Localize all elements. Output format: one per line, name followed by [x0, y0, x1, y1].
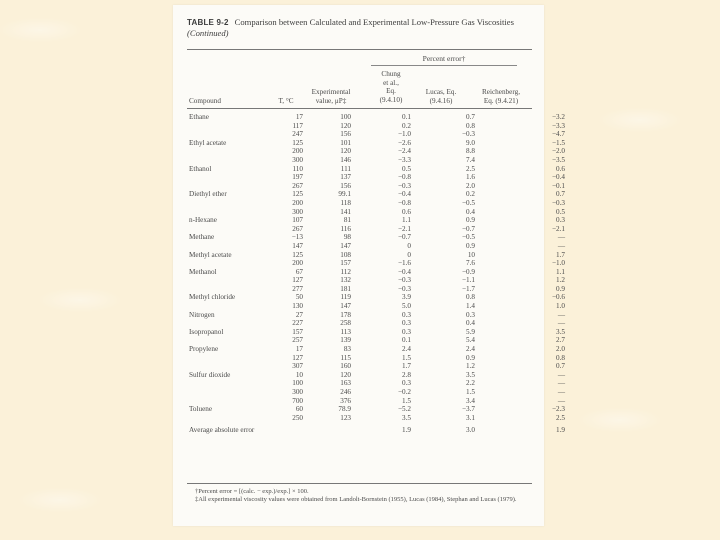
- average-row: [187, 426, 583, 435]
- cell-temperature: 27: [295, 310, 303, 319]
- cell-reichenberg: −2.3: [551, 405, 565, 414]
- cell-lucas: 1.2: [466, 362, 475, 371]
- table-row: [187, 208, 583, 217]
- cell-temperature: 107: [292, 216, 303, 225]
- cell-compound: Methane: [189, 233, 215, 242]
- header-reichenberg-line2: Eq. (9.4.21): [483, 96, 519, 105]
- cell-chung: −1.6: [397, 259, 411, 268]
- cell-lucas: 1.4: [466, 302, 475, 311]
- table-row: [187, 285, 583, 294]
- cell-temperature: 50: [295, 293, 303, 302]
- cell-reichenberg: 1.0: [556, 302, 565, 311]
- cell-experimental: 157: [340, 259, 351, 268]
- cell-experimental: 83: [343, 345, 351, 354]
- cell-experimental: 147: [340, 302, 351, 311]
- cell-reichenberg: —: [557, 319, 565, 328]
- cell-reichenberg: −1.5: [551, 138, 565, 147]
- table-row: [187, 199, 583, 208]
- cell-experimental: 120: [340, 121, 351, 130]
- cell-chung: 1.1: [402, 216, 411, 225]
- cell-reichenberg: −2.0: [551, 147, 565, 156]
- cell-temperature: 257: [292, 336, 303, 345]
- cell-compound: [187, 336, 273, 345]
- cell-reichenberg: 1.7: [556, 250, 565, 259]
- cell-temperature: 60: [295, 405, 303, 414]
- cell-lucas: 0.9: [466, 216, 475, 225]
- cell-compound: Sulfur dioxide: [189, 370, 231, 379]
- cell-temperature: 125: [292, 250, 303, 259]
- cell-reichenberg: 2.5: [556, 413, 565, 422]
- cell-temperature: 267: [292, 181, 303, 190]
- viscosity-table: [187, 113, 583, 435]
- cell-compound: [187, 354, 273, 363]
- table-row: [187, 405, 583, 414]
- cell-lucas: −0.5: [461, 233, 475, 242]
- cell-temperature: −13: [291, 233, 303, 242]
- percent-error-header: Percent error†: [422, 54, 466, 63]
- average-label: Average absolute error: [189, 426, 255, 435]
- cell-reichenberg: —: [557, 233, 565, 242]
- table-row: [187, 156, 583, 165]
- cell-experimental: 120: [340, 370, 351, 379]
- cell-lucas: 8.8: [466, 147, 475, 156]
- table-row: [187, 345, 583, 354]
- cell-chung: −0.4: [397, 190, 411, 199]
- cell-compound: Toluene: [189, 405, 213, 414]
- cell-reichenberg: −3.2: [551, 113, 565, 121]
- cell-lucas: 2.5: [466, 164, 475, 173]
- cell-chung: 3.5: [402, 413, 411, 422]
- cell-lucas: 0.3: [466, 310, 475, 319]
- cell-experimental: 141: [340, 207, 351, 216]
- cell-lucas: 7.4: [466, 155, 475, 164]
- cell-compound: [187, 276, 273, 285]
- cell-lucas: 0.9: [466, 241, 475, 250]
- cell-chung: −0.4: [397, 267, 411, 276]
- header-lucas: [413, 88, 469, 105]
- cell-compound: [187, 225, 273, 234]
- header-chung-line4: (9.4.10): [379, 95, 403, 104]
- cell-chung: 2.4: [402, 345, 411, 354]
- cell-experimental: 111: [340, 164, 351, 173]
- cell-chung: 0.5: [402, 164, 411, 173]
- cell-chung: 0: [407, 250, 411, 259]
- cell-temperature: 197: [292, 173, 303, 182]
- cell-chung: 3.9: [402, 293, 411, 302]
- cell-reichenberg: 0.8: [556, 353, 565, 362]
- cell-temperature: 267: [292, 224, 303, 233]
- cell-chung: −5.2: [397, 405, 411, 414]
- table-row: [187, 354, 583, 363]
- cell-temperature: 17: [295, 113, 303, 121]
- cell-reichenberg: 1.1: [556, 267, 565, 276]
- cell-reichenberg: —: [557, 241, 565, 250]
- header-reichenberg-line1: Reichenberg,: [482, 88, 520, 96]
- cell-reichenberg: —: [557, 370, 565, 379]
- cell-temperature: 10: [295, 370, 303, 379]
- cell-experimental: 132: [340, 276, 351, 285]
- cell-experimental: 108: [340, 250, 351, 259]
- cell-lucas: 7.6: [466, 259, 475, 268]
- cell-compound: [187, 414, 273, 423]
- cell-compound: [187, 242, 273, 251]
- table-row: [187, 122, 583, 131]
- cell-chung: −2.1: [397, 224, 411, 233]
- cell-chung: 0.1: [402, 113, 411, 121]
- cell-chung: 0.2: [402, 121, 411, 130]
- cell-temperature: 117: [292, 121, 303, 130]
- cell-compound: [187, 362, 273, 371]
- cell-reichenberg: 0.5: [556, 207, 565, 216]
- table-row: [187, 147, 583, 156]
- cell-chung: −3.3: [397, 155, 411, 164]
- table-title: [187, 17, 527, 39]
- cell-compound: Ethanol: [189, 164, 212, 173]
- cell-compound: Methyl chloride: [189, 293, 236, 302]
- cell-reichenberg: −3.3: [551, 121, 565, 130]
- header-experimental-line1: Experimental: [311, 88, 351, 96]
- percent-error-rule: [371, 65, 517, 66]
- cell-lucas: 10: [467, 250, 475, 259]
- table-row: [187, 319, 583, 328]
- footnote-percent-error: †Percent error = [(calc. − exp.)/exp.] × 100.: [195, 488, 309, 495]
- cell-compound: Isopropanol: [189, 327, 224, 336]
- cell-chung: −0.3: [397, 276, 411, 285]
- cell-reichenberg: 3.5: [556, 327, 565, 336]
- cell-lucas: −0.3: [461, 130, 475, 139]
- cell-lucas: 1.5: [466, 388, 475, 396]
- table-row: [187, 336, 583, 345]
- cell-experimental: 147: [340, 241, 351, 250]
- cell-chung: 1.5: [402, 353, 411, 362]
- cell-temperature: 277: [292, 284, 303, 293]
- cell-temperature: 67: [295, 267, 303, 276]
- cell-lucas: 2.2: [466, 379, 475, 388]
- textbook-page: [173, 5, 565, 526]
- cell-experimental: 119: [340, 293, 351, 302]
- cell-temperature: 300: [292, 155, 303, 164]
- cell-lucas: −1.1: [461, 276, 475, 285]
- cell-temperature: 700: [292, 396, 303, 405]
- cell-lucas: 0.8: [466, 293, 475, 302]
- cell-temperature: 110: [292, 164, 303, 173]
- table-row: [187, 371, 583, 380]
- cell-compound: [187, 182, 273, 191]
- cell-experimental: 99.1: [338, 190, 351, 199]
- average-reichenberg: 1.9: [556, 426, 565, 435]
- cell-compound: [187, 379, 273, 388]
- cell-chung: 1.5: [402, 396, 411, 405]
- cell-chung: 1.7: [402, 362, 411, 371]
- header-rule: [187, 108, 532, 109]
- cell-compound: Methanol: [189, 267, 217, 276]
- cell-experimental: 123: [340, 413, 351, 422]
- cell-lucas: −0.5: [461, 198, 475, 207]
- cell-chung: 2.8: [402, 370, 411, 379]
- header-experimental: [301, 88, 361, 105]
- cell-chung: −0.8: [397, 198, 411, 207]
- cell-reichenberg: −0.1: [551, 181, 565, 190]
- cell-lucas: 9.0: [466, 138, 475, 147]
- cell-reichenberg: −0.4: [551, 173, 565, 182]
- cell-experimental: 160: [340, 362, 351, 371]
- header-chung-line2: et al.,: [383, 78, 399, 87]
- cell-chung: −0.3: [397, 284, 411, 293]
- cell-temperature: 200: [292, 147, 303, 156]
- cell-lucas: −0.9: [461, 267, 475, 276]
- table-row: [187, 397, 583, 406]
- cell-temperature: 227: [292, 319, 303, 328]
- cell-compound: [187, 130, 273, 139]
- average-chung: 1.9: [402, 426, 411, 435]
- cell-reichenberg: 0.7: [556, 362, 565, 371]
- cell-experimental: 163: [340, 379, 351, 388]
- table-row: [187, 233, 583, 242]
- cell-lucas: 0.4: [466, 319, 475, 328]
- cell-lucas: 3.4: [466, 396, 475, 405]
- cell-experimental: 376: [340, 396, 351, 405]
- header-lucas-line1: Lucas, Eq.: [425, 88, 457, 96]
- bottom-rule: [187, 483, 532, 484]
- cell-compound: Nitrogen: [189, 310, 215, 319]
- cell-reichenberg: 1.2: [556, 276, 565, 285]
- cell-chung: 0.3: [402, 327, 411, 336]
- table-row: [187, 268, 583, 277]
- cell-reichenberg: −1.0: [551, 259, 565, 268]
- cell-chung: −2.4: [397, 147, 411, 156]
- cell-compound: [187, 199, 273, 208]
- table-row: [187, 139, 583, 148]
- cell-reichenberg: 0.3: [556, 216, 565, 225]
- cell-reichenberg: 2.7: [556, 336, 565, 345]
- cell-reichenberg: 0.7: [556, 190, 565, 199]
- cell-chung: 0.3: [402, 379, 411, 388]
- header-lucas-line2: (9.4.16): [429, 96, 453, 105]
- cell-compound: Methyl acetate: [189, 250, 232, 259]
- cell-lucas: −1.7: [461, 284, 475, 293]
- cell-temperature: 200: [292, 259, 303, 268]
- cell-reichenberg: −0.3: [551, 198, 565, 207]
- cell-reichenberg: 0.6: [556, 164, 565, 173]
- footnote-sources: ‡All experimental viscosity values were obtained from Landolt-Bornstein (1955), Lucas (1984), Stephan and Lucas (1979).: [195, 495, 517, 503]
- cell-temperature: 100: [292, 379, 303, 388]
- table-row: [187, 242, 583, 251]
- cell-experimental: 137: [340, 173, 351, 182]
- cell-chung: −2.6: [397, 138, 411, 147]
- cell-lucas: 0.9: [466, 353, 475, 362]
- table-row: [187, 328, 583, 337]
- table-row: [187, 302, 583, 311]
- table-row: [187, 276, 583, 285]
- cell-lucas: 0.8: [466, 121, 475, 130]
- cell-temperature: 125: [292, 190, 303, 199]
- cell-temperature: 300: [292, 388, 303, 396]
- header-temperature: T, °C: [278, 97, 294, 105]
- table-row: [187, 216, 583, 225]
- cell-reichenberg: −3.5: [551, 155, 565, 164]
- table-row: [187, 130, 583, 139]
- table-row: [187, 182, 583, 191]
- header-chung: [369, 70, 413, 104]
- cell-compound: Ethyl acetate: [189, 138, 227, 147]
- cell-reichenberg: 2.0: [556, 345, 565, 354]
- table-row: [187, 259, 583, 268]
- cell-lucas: 2.0: [466, 181, 475, 190]
- cell-lucas: 0.7: [466, 113, 475, 121]
- cell-lucas: −0.7: [461, 224, 475, 233]
- table-row: [187, 225, 583, 234]
- cell-experimental: 156: [340, 181, 351, 190]
- cell-experimental: 181: [340, 284, 351, 293]
- cell-experimental: 100: [340, 113, 351, 121]
- cell-compound: [187, 397, 273, 406]
- cell-temperature: 157: [292, 327, 303, 336]
- cell-compound: [187, 122, 273, 131]
- cell-compound: Diethyl ether: [189, 190, 227, 199]
- cell-reichenberg: —: [557, 388, 565, 396]
- cell-lucas: 0.2: [466, 190, 475, 199]
- cell-chung: 0.3: [402, 319, 411, 328]
- cell-experimental: 78.9: [338, 405, 351, 414]
- header-reichenberg: [469, 88, 533, 105]
- table-row: [187, 379, 583, 388]
- cell-compound: [187, 147, 273, 156]
- cell-reichenberg: 0.9: [556, 284, 565, 293]
- cell-compound: Ethane: [189, 113, 209, 121]
- cell-chung: 0: [407, 241, 411, 250]
- cell-chung: −0.2: [397, 388, 411, 396]
- cell-temperature: 200: [292, 198, 303, 207]
- cell-lucas: −3.7: [461, 405, 475, 414]
- cell-temperature: 125: [292, 138, 303, 147]
- cell-compound: [187, 319, 273, 328]
- cell-chung: 0.6: [402, 207, 411, 216]
- cell-lucas: 2.4: [466, 345, 475, 354]
- cell-experimental: 101: [340, 138, 351, 147]
- cell-temperature: 307: [292, 362, 303, 371]
- top-rule: [187, 49, 532, 50]
- cell-lucas: 5.9: [466, 327, 475, 336]
- table-row: [187, 113, 583, 122]
- cell-reichenberg: −0.6: [551, 293, 565, 302]
- header-chung-line1: Chung: [381, 70, 401, 78]
- table-row: [187, 173, 583, 182]
- average-lucas: 3.0: [466, 426, 475, 435]
- table-title-text: Comparison between Calculated and Experimental Low-Pressure Gas Viscosities: [234, 17, 514, 27]
- cell-compound: [187, 302, 273, 311]
- cell-reichenberg: —: [557, 310, 565, 319]
- cell-chung: −0.8: [397, 173, 411, 182]
- cell-experimental: 116: [340, 224, 351, 233]
- table-row: [187, 165, 583, 174]
- table-row: [187, 311, 583, 320]
- table-row: [187, 414, 583, 423]
- cell-temperature: 247: [292, 130, 303, 139]
- cell-temperature: 300: [292, 207, 303, 216]
- cell-lucas: 5.4: [466, 336, 475, 345]
- table-row: [187, 388, 583, 397]
- cell-compound: [187, 388, 273, 397]
- cell-compound: n-Hexane: [189, 216, 217, 225]
- table-body: [187, 113, 583, 422]
- cell-temperature: 127: [292, 276, 303, 285]
- cell-experimental: 81: [343, 216, 351, 225]
- cell-compound: [187, 259, 273, 268]
- header-compound: Compound: [189, 97, 221, 105]
- header-experimental-line2: value, μP‡: [315, 96, 347, 105]
- table-row: [187, 293, 583, 302]
- cell-experimental: 113: [340, 327, 351, 336]
- cell-lucas: 1.6: [466, 173, 475, 182]
- cell-experimental: 120: [340, 147, 351, 156]
- cell-temperature: 130: [292, 302, 303, 311]
- cell-chung: 0.1: [402, 336, 411, 345]
- cell-experimental: 178: [340, 310, 351, 319]
- cell-compound: Propylene: [189, 345, 219, 354]
- cell-compound: [187, 173, 273, 182]
- cell-experimental: 258: [340, 319, 351, 328]
- cell-experimental: 112: [340, 267, 351, 276]
- cell-reichenberg: −2.1: [551, 224, 565, 233]
- cell-temperature: 17: [295, 345, 303, 354]
- cell-reichenberg: —: [557, 396, 565, 405]
- table-row: [187, 190, 583, 199]
- cell-experimental: 118: [340, 198, 351, 207]
- cell-experimental: 156: [340, 130, 351, 139]
- table-label: TABLE 9-2: [187, 18, 229, 27]
- cell-lucas: 0.4: [466, 207, 475, 216]
- cell-temperature: 127: [292, 353, 303, 362]
- cell-temperature: 250: [292, 413, 303, 422]
- cell-experimental: 246: [340, 388, 351, 396]
- cell-lucas: 3.5: [466, 370, 475, 379]
- cell-chung: 0.3: [402, 310, 411, 319]
- cell-chung: −0.3: [397, 181, 411, 190]
- cell-experimental: 139: [340, 336, 351, 345]
- cell-compound: [187, 285, 273, 294]
- cell-experimental: 115: [340, 353, 351, 362]
- header-chung-line3: Eq.: [386, 87, 396, 96]
- cell-reichenberg: −4.7: [551, 130, 565, 139]
- cell-compound: [187, 208, 273, 217]
- cell-chung: −1.0: [397, 130, 411, 139]
- footnotes: [187, 488, 532, 504]
- table-continued: (Continued): [187, 28, 229, 38]
- table-row: [187, 251, 583, 260]
- cell-chung: −0.7: [397, 233, 411, 242]
- cell-temperature: 147: [292, 241, 303, 250]
- table-average-section: [187, 422, 583, 435]
- table-row: [187, 362, 583, 371]
- cell-lucas: 3.1: [466, 413, 475, 422]
- cell-experimental: 98: [343, 233, 351, 242]
- cell-experimental: 146: [340, 155, 351, 164]
- cell-compound: [187, 156, 273, 165]
- cell-chung: 5.0: [402, 302, 411, 311]
- cell-reichenberg: —: [557, 379, 565, 388]
